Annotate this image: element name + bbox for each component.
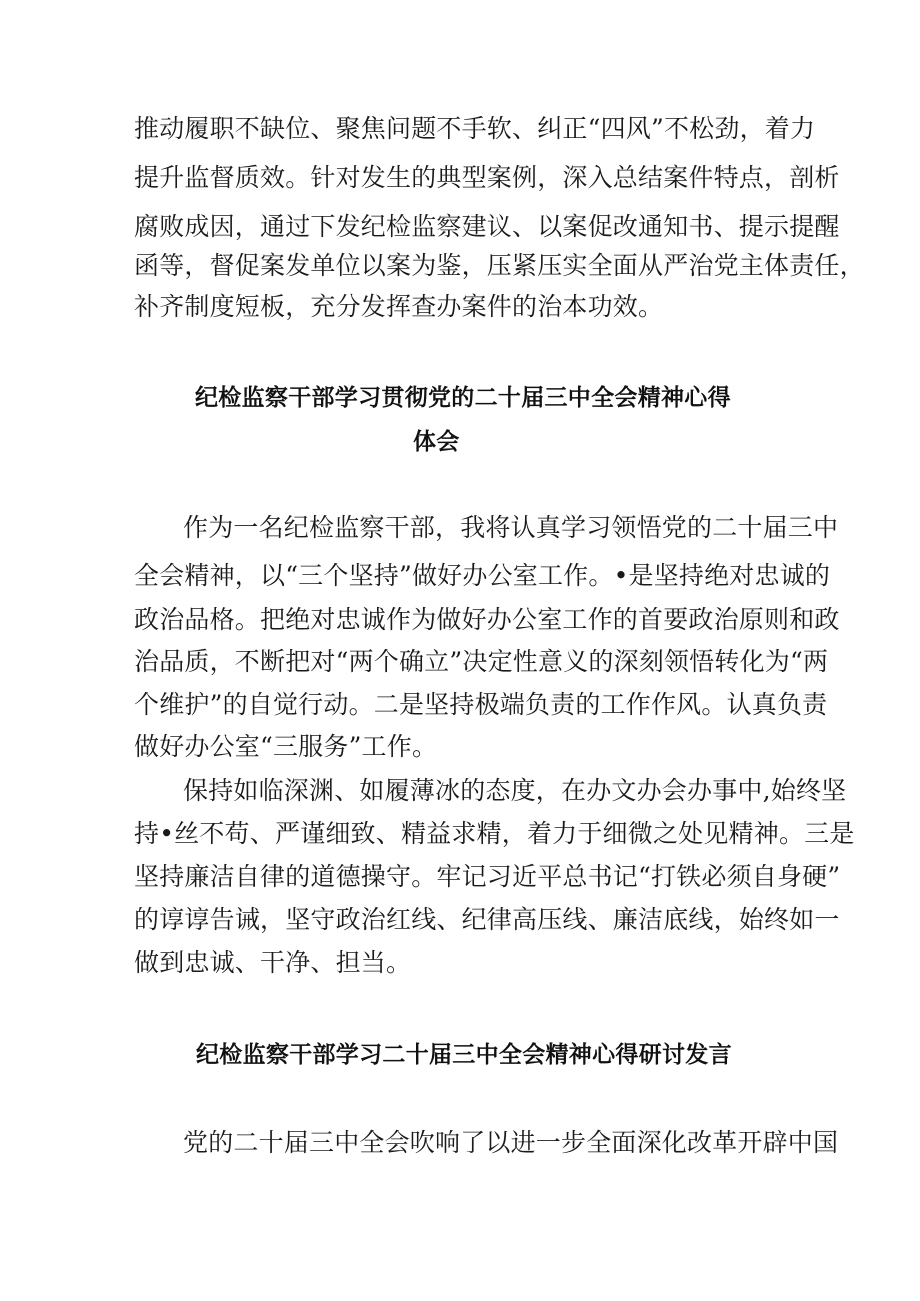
section-title: 纪检监察干部学习二十届三中全会精神心得研讨发言 [196,1042,732,1068]
body-paragraph-line: 政治品格。把绝对忠诚作为做好办公室工作的首要政治原则和政 [134,605,840,634]
body-paragraph-line: 的谆谆告诫，坚守政治红线、纪律高压线、廉洁底线，始终如一 [134,905,840,934]
section-title: 纪检监察干部学习贯彻党的二十届三中全会精神心得 [195,385,731,411]
body-paragraph-line: 全会精神，以“三个坚持”做好办公室工作。•是坚持绝对忠诚的 [134,561,831,590]
intro-paragraph-line: 函等，督促案发单位以案为鉴，压紧压实全面从严治党主体责任， [134,251,865,280]
intro-paragraph-line: 补齐制度短板，充分发挥查办案件的治本功效。 [134,292,664,321]
body-paragraph-line: 党的二十届三中全会吹响了以进一步全面深化改革开辟中国 [183,1128,839,1157]
body-paragraph-line: 个维护”的自觉行动。二是坚持极端负责的工作作风。认真负责 [134,690,828,719]
intro-paragraph-line: 推动履职不缺位、聚焦问题不手软、纠正“四风”不松劲，着力 [134,114,816,143]
body-paragraph-line: 坚持廉洁自律的道德操守。牢记习近平总书记“打铁必须自身硬” [134,862,841,891]
body-paragraph-line: 治品质，不断把对“两个确立”决定性意义的深刻领悟转化为“两 [134,647,829,676]
section-title-continued: 体会 [413,429,460,455]
body-paragraph-line: 持•丝不苟、严谨细致、精益求精，着力于细微之处见精神。三是 [134,819,855,848]
intro-paragraph-line: 腐败成因，通过下发纪检监察建议、以案促改通知书、提示提醒 [134,212,840,241]
body-paragraph-line: 做到忠诚、干净、担当。 [134,948,412,977]
body-paragraph-line: 保持如临深渊、如履薄冰的态度，在办文办会办事中,始终坚 [183,776,847,805]
body-paragraph-line: 作为一名纪检监察干部，我将认真学习领悟党的二十届三中 [183,513,839,542]
body-paragraph-line: 做好办公室“三服务”工作。 [134,732,438,761]
intro-paragraph-line: 提升监督质效。针对发生的典型案例，深入总结案件特点，剖析 [134,163,840,192]
